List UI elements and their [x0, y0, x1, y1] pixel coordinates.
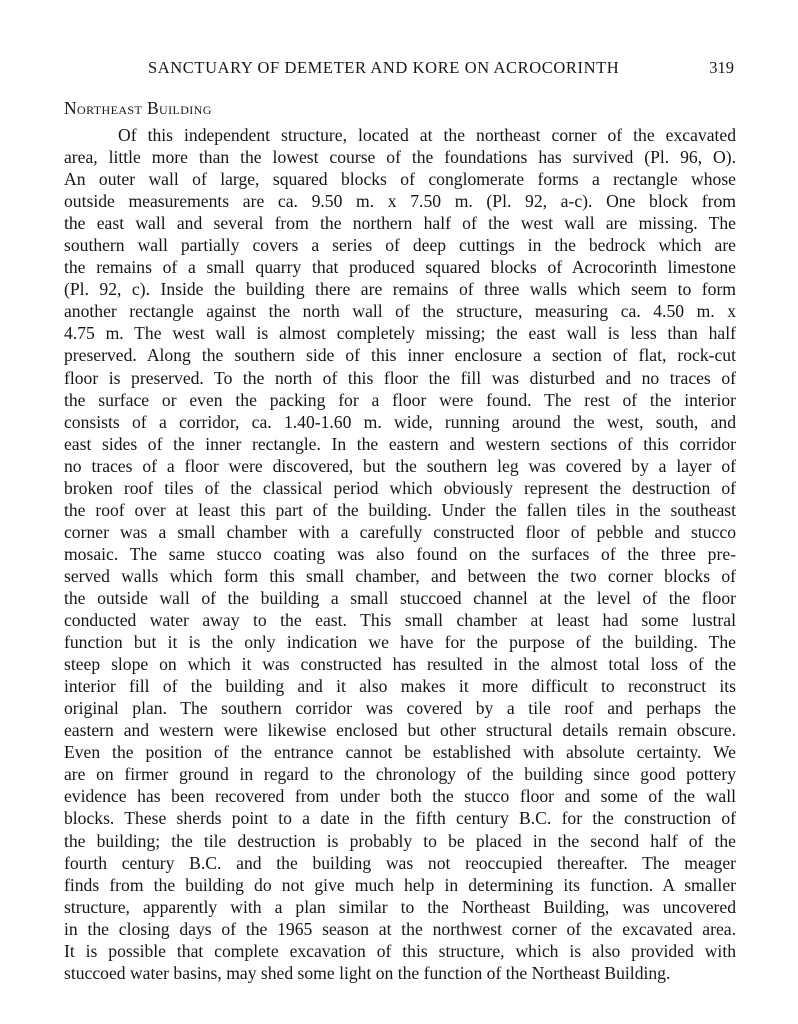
text-line: the remains of a small quarry that produced squared blocks of Acrocorinth limestone	[64, 257, 736, 278]
section-heading: Northeast Building	[64, 98, 212, 118]
text-line: interior fill of the building and it also makes it more difficult to reconstruct its	[64, 676, 736, 697]
text-line: steep slope on which it was constructed has resulted in the almost total loss of the	[64, 654, 736, 675]
text-line: another rectangle against the north wall of the structure, measuring ca. 4.50 m. x	[64, 301, 736, 322]
text-line: in the closing days of the 1965 season at the northwest corner of the excavated area.	[64, 918, 736, 939]
text-line: 4.75 m. The west wall is almost completely missing; the east wall is less than half	[64, 323, 736, 344]
running-head	[64, 58, 734, 82]
text-line: the surface or even the packing for a floor were found. The rest of the interior	[64, 389, 736, 410]
text-line: original plan. The southern corridor was covered by a tile roof and perhaps the	[64, 698, 736, 719]
text-line: no traces of a floor were discovered, but the southern leg was covered by a layer of	[64, 455, 736, 476]
page-number: 319	[709, 58, 734, 77]
text-line: It is possible that complete excavation of this structure, which is also provided with	[64, 940, 736, 961]
text-line: stuccoed water basins, may shed some light on the function of the Northeast Building.	[64, 962, 671, 983]
text-line: consists of a corridor, ca. 1.40-1.60 m. wide, running around the west, south, and	[64, 411, 736, 432]
text-line: are on firmer ground in regard to the chronology of the building since good pottery	[64, 764, 736, 785]
text-line: the roof over at least this part of the building. Under the fallen tiles in the southeast	[64, 499, 736, 520]
text-line: mosaic. The same stucco coating was also found on the surfaces of the three pre-	[64, 543, 736, 564]
text-line: the outside wall of the building a small stuccoed channel at the level of the floor	[64, 587, 736, 608]
text-line: southern wall partially covers a series of deep cuttings in the bedrock which are	[64, 235, 736, 256]
text-line: east sides of the inner rectangle. In the eastern and western sections of this corridor	[64, 433, 736, 454]
running-title: SANCTUARY OF DEMETER AND KORE ON ACROCORINTH	[148, 58, 620, 77]
text-line: outside measurements are ca. 9.50 m. x 7.50 m. (Pl. 92, a-c). One block from	[64, 191, 736, 212]
text-line: corner was a small chamber with a carefully constructed floor of pebble and stucco	[64, 521, 736, 542]
text-line: Even the position of the entrance cannot be established with absolute certainty. We	[64, 742, 736, 763]
text-line: area, little more than the lowest course of the foundations has survived (Pl. 96, O).	[64, 147, 736, 168]
text-line: Of this independent structure, located at the northeast corner of the excavated	[118, 125, 736, 145]
text-line: served walls which form this small chamber, and between the two corner blocks of	[64, 565, 736, 586]
body-paragraph	[64, 124, 736, 984]
text-line: preserved. Along the southern side of this inner enclosure a section of flat, rock-cut	[64, 345, 736, 366]
text-line: function but it is the only indication we have for the purpose of the building. The	[64, 632, 736, 653]
text-line: evidence has been recovered from under both the stucco floor and some of the wall	[64, 786, 736, 807]
text-line: eastern and western were likewise enclosed but other structural details remain obscure.	[64, 720, 736, 741]
text-line: fourth century B.C. and the building was not reoccupied thereafter. The meager	[64, 852, 736, 873]
text-line: the east wall and several from the northern half of the west wall are missing. The	[64, 213, 736, 234]
text-line: floor is preserved. To the north of this floor the fill was disturbed and no traces of	[64, 367, 736, 388]
text-line: (Pl. 92, c). Inside the building there are remains of three walls which seem to form	[64, 279, 736, 300]
text-line: An outer wall of large, squared blocks of conglomerate forms a rectangle whose	[64, 169, 736, 190]
text-line: the building; the tile destruction is probably to be placed in the second half of the	[64, 830, 736, 851]
text-line: structure, apparently with a plan similar to the Northeast Building, was uncovered	[64, 896, 736, 917]
text-line: finds from the building do not give much help in determining its function. A smaller	[64, 874, 736, 895]
text-line: conducted water away to the east. This small chamber at least had some lustral	[64, 610, 736, 631]
text-line: broken roof tiles of the classical period which obviously represent the destruction of	[64, 477, 736, 498]
text-line: blocks. These sherds point to a date in the fifth century B.C. for the construction of	[64, 808, 736, 829]
